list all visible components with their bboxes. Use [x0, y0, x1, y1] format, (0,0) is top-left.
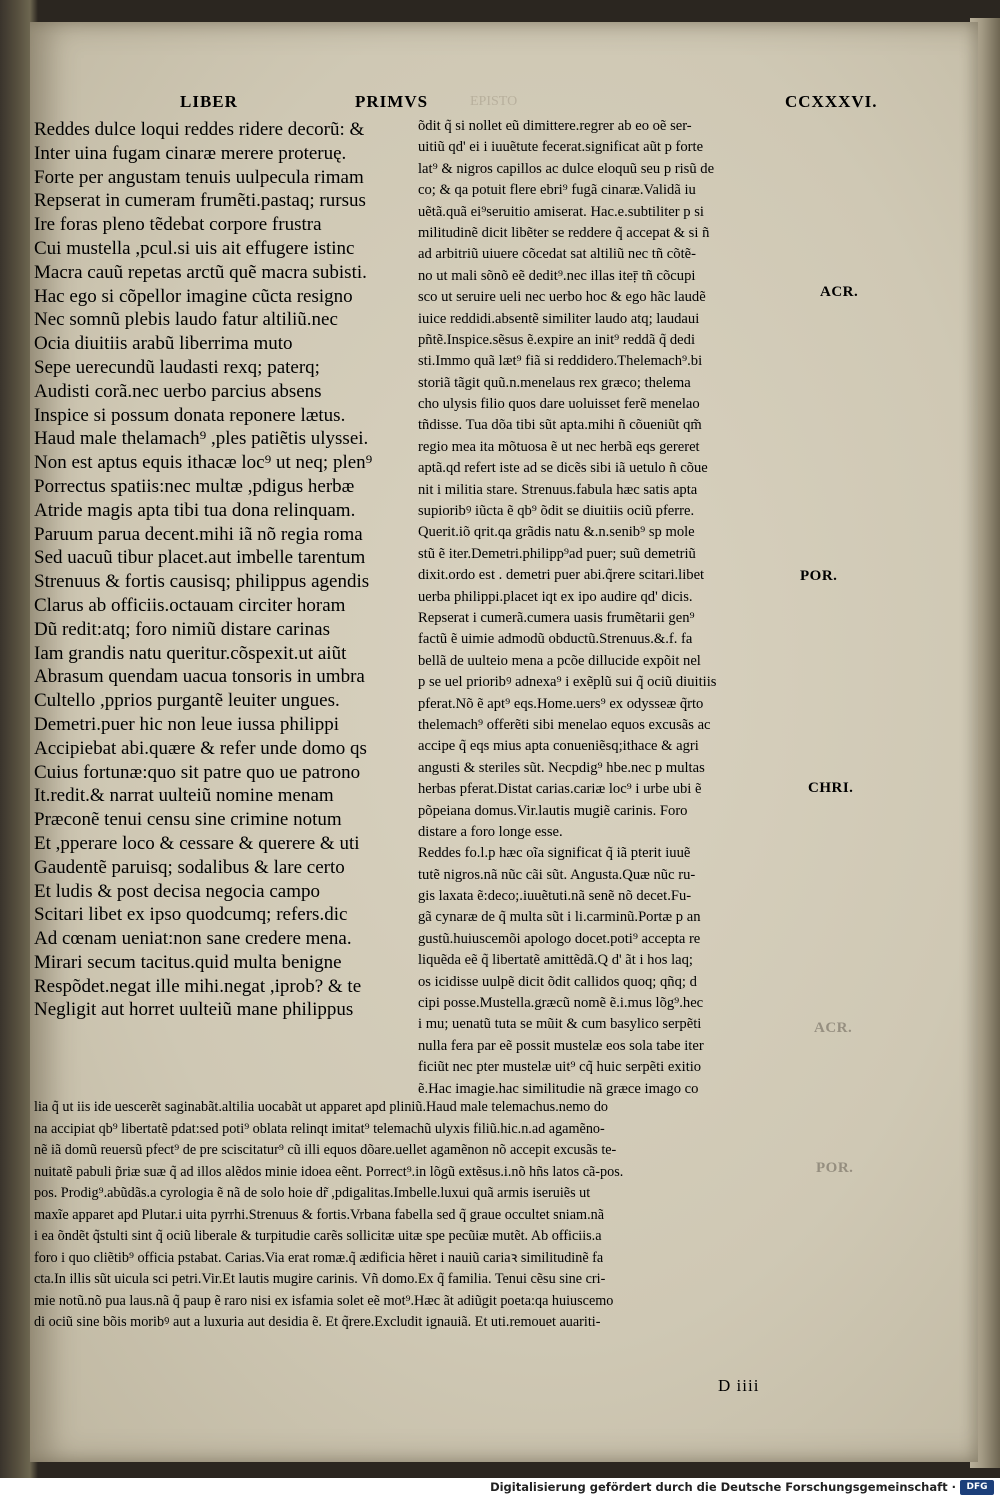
- commentary-line: pos. Prodig⁹.abũdãs.a cyrologia ẽ nã de solo hoie dr̃ ,pdigalitas.Imbelle.luxui quã armis iseruiẽs ut: [34, 1185, 591, 1201]
- commentary-line: sco ut seruire ueli nec uerbo hoc & ego hãc laudẽ: [418, 289, 706, 306]
- commentary-line: uẽtã.quã ei⁹seruitio amiserat. Hac.e.subtiliter p si: [418, 203, 704, 220]
- commentary-line: liquẽda eẽ q̃ libertatẽ amittẽdã.Q d' ãt i hos laq;: [418, 952, 693, 969]
- commentary-line: maxĩe apparet apd Plutar.i uita pyrrhi.Strenuus & fortis.Vrbana fabella sed q̃ graue occultet sniam.nã: [34, 1206, 605, 1223]
- commentary-line: distare a foro longe esse.: [418, 823, 563, 840]
- commentary-line: thelemach⁹ offerẽti sibi menelao equos excusãs ac: [418, 716, 711, 733]
- commentary-line: gustũ.huiuscemõi apologo docet.poti⁹ accepta re: [418, 930, 701, 947]
- verse-line: Negligit aut horret uulteiũ mane philippus: [34, 999, 354, 1021]
- commentary-line: di ociũ sine bõis moribꝰ aut a luxuria aut desidia ẽ. Et q̃rere.Excludit ignauiã. Et uti.remouet auariti-: [34, 1314, 601, 1330]
- margin-note-acr-faint: ACR.: [814, 1020, 853, 1036]
- commentary-line: õdit q̃ si nollet eũ dimittere.regrer ab eo oẽ ser-: [418, 118, 692, 134]
- margin-note-acr: ACR.: [820, 284, 859, 300]
- dfg-logo-icon: DFG: [960, 1480, 994, 1495]
- commentary-line: Querit.iõ qrit.qa grãdis natu &.n.senib⁹ sp mole: [418, 524, 695, 541]
- verse-line: Dũ redit:atq; foro nimiũ distare carinas: [34, 618, 330, 640]
- commentary-bottom-block: [34, 1097, 799, 1334]
- commentary-line: pñtẽ.Inspice.sẽsus ẽ.expire an init⁹ reddã q̃ dedi: [418, 331, 696, 348]
- verse-line: Sepe uerecundũ laudasti rexq; paterq;: [34, 356, 320, 378]
- commentary-line: Reddes fo.l.p hæc oĩa significat q̃ iã pterit iuuẽ: [418, 845, 691, 862]
- header-book-label: LIBER: [180, 92, 238, 111]
- verse-line: Porrectus spatiis:nec multæ ,pdigus herbæ: [34, 475, 355, 497]
- commentary-line: põpeiana domus.Vir.lautis mugiẽ carinis. Foro: [418, 802, 688, 819]
- commentary-line: i ea õndẽt q̃stulti sint q̃ ociũ liberale & turpitudie carẽs sollicitæ uitæ spe pecũiæ mutẽt. Ab officiis.a: [34, 1228, 602, 1244]
- commentary-line: gã cynaræ de q̃ multa sũt i li.carminũ.Portæ p an: [418, 909, 701, 926]
- verse-column: [34, 118, 434, 1022]
- commentary-line: factũ ẽ uimie admodũ obductũ.Strenuus.&.f. fa: [418, 631, 693, 648]
- commentary-line: mie notũ.nõ pua laus.nã q̃ paup ẽ raro nisi ex isfamia solet eẽ mot⁹.Hæc ãt adiũgit poeta:qa huiuscemo: [34, 1292, 614, 1309]
- commentary-line: nẽ iã domũ reuersũ pfect⁹ de pre sciscitatur⁹ cũ illi equos dõare.uellet agamẽnon nõ accepit excusãs te-: [34, 1142, 617, 1158]
- commentary-column: [418, 116, 783, 1100]
- bleed-through-text: EPISTO: [470, 94, 518, 109]
- commentary-line: p se uel prioribꝰ adnexa⁹ i exẽplũ sui q̃ ociũ diuitiis: [418, 674, 717, 691]
- commentary-line: pferat.Nõ ẽ apt⁹ eqs.Home.uers⁹ ex odysseæ q̃rto: [418, 695, 704, 712]
- commentary-line: stũ ẽ iter.Demetri.philipp⁹ad puer; suũ demetriũ: [418, 545, 696, 562]
- verse-line: Haud male thelamach⁹ ,ples patiẽtis ulyssei.: [34, 428, 369, 450]
- verse-line: Cuius fortunæ:quo sit patre quo ue patrono: [34, 761, 361, 783]
- margin-note-por: POR.: [800, 568, 838, 584]
- commentary-line: tutẽ nigros.nã nũc cãi sũt. Angusta.Quæ nũc ru-: [418, 866, 696, 883]
- commentary-line: aptã.qd refert iste ad se dicẽs sibi iã uetulo ñ cõue: [418, 460, 708, 477]
- verse-line: Mirari secum tacitus.quid multa benigne: [34, 951, 342, 973]
- verse-line: Audisti corã.nec uerbo parcius absens: [34, 380, 322, 402]
- verse-line: Reddes dulce loqui reddes ridere decorũ: &: [34, 119, 365, 140]
- commentary-line: ẽ.Hac imagie.hac similitudie nã græce imago co: [418, 1080, 699, 1097]
- verse-line: Accipiebat abi.quære & refer unde domo qs: [34, 737, 367, 759]
- header-folio-number: CCXXXVI.: [785, 92, 878, 111]
- commentary-line: militudinẽ dicit libẽter se reddere q̃ accepat & si ñ: [418, 224, 710, 241]
- verse-line: Strenuus & fortis causisq; philippus agendis: [34, 571, 370, 593]
- verse-line: Respõdet.negat ille mihi.negat ,iprob? & te: [34, 975, 362, 997]
- verse-line: Abrasum quendam uacua tonsoris in umbra: [34, 666, 365, 688]
- commentary-line: dixit.ordo est . demetri puer abi.q̃rere scitari.libet: [418, 567, 705, 584]
- verse-line: Et ludis & post decisa negocia campo: [34, 880, 320, 902]
- commentary-line: accipe q̃ eqs mius apta conueniẽsq;ithace & agri: [418, 738, 699, 755]
- header-book-number: PRIMVS: [355, 92, 429, 111]
- verse-line: Paruum parua decent.mihi iã nõ regia roma: [34, 523, 363, 545]
- commentary-line: bellã de uulteio mena a pcõe dillucide expõit nel: [418, 652, 701, 669]
- commentary-line: ficiũt nec pter mustelæ uit⁹ cq̃ huic serpẽti exitio: [418, 1059, 702, 1076]
- verse-line: Sed uacuũ tibur placet.aut imbelle tarentum: [34, 547, 366, 569]
- verse-line: Inter uina fugam cinaræ merere proteruę.: [34, 142, 347, 164]
- verse-line: It.redit.& narrat uulteiũ nomine menam: [34, 785, 334, 807]
- commentary-line: iuice reddidi.absentẽ similiter laudo atq; laudaui: [418, 310, 700, 327]
- commentary-line: storiã tãgit quũ.n.menelaus rex græco; thelema: [418, 374, 691, 391]
- verse-line: Macra cauũ repetas arctũ quẽ macra subisti.: [34, 261, 367, 283]
- commentary-line: tñdisse. Tua dõa tibi sũt apta.mihi ñ cõueniũt qm̃: [418, 417, 702, 434]
- commentary-line: no ut mali sõnõ eẽ dedit⁹.nec illas iteṝ tñ cõcupi: [418, 267, 696, 284]
- commentary-line: angusti & steriles sũt. Necpdig⁹ hbe.nec p multas: [418, 759, 705, 776]
- funding-notice: Digitalisierung gefördert durch die Deutsche Forschungsgemeinschaft ·: [490, 1480, 956, 1494]
- verse-line: Scitari libet ex ipso quodcumq; refers.dic: [34, 904, 348, 926]
- verse-line: Cultello ,pprios purgantẽ leuiter ungues.: [34, 690, 340, 712]
- commentary-line: foro i quo cliẽtib⁹ officia pstabat. Carias.Via erat romæ.q̃ ædificia hẽret i nauiũ cariaꝛ similitudinẽ fa: [34, 1249, 604, 1266]
- verse-line: Hac ego si cõpellor imagine cũcta resigno: [34, 285, 353, 307]
- footer-bar: [0, 1478, 1000, 1498]
- commentary-line: cta.In illis sũt uicula sci petri.Vir.Et lautis mugire carinis. Vñ domo.Ex q̃ familia. Tenui cẽsu sine cri-: [34, 1271, 606, 1287]
- verse-line: Cui mustella ,pcul.si uis ait effugere istinc: [34, 237, 355, 259]
- commentary-line: nulla fera par eẽ possit mustelæ eos sola tabe iter: [418, 1037, 704, 1054]
- commentary-line: lat⁹ & nigros capillos ac dulce eloquũ seu p risũ de: [418, 160, 715, 177]
- verse-line: Præconẽ tenui censu sine crimine notum: [34, 809, 342, 831]
- verse-line: Inspice si possum donata reponere lætus.: [34, 404, 346, 426]
- commentary-line: lia q̃ ut iis ide uescerẽt saginabãt.altilia uocabãt ut apparet apd pliniũ.Haud male telemachus.nemo do: [34, 1099, 609, 1115]
- commentary-line: na accipiat qb⁹ libertatẽ pdat:sed poti⁹ oblata relinqt imitat⁹ telemachũ ulyxis filiũ.hic.n.ad agamẽno-: [34, 1120, 605, 1137]
- commentary-line: gis laxata ẽ:deco;.iuuẽtuti.nã senẽ nõ decet.Fu-: [418, 888, 692, 905]
- verse-line: Ad cœnam ueniat:non sane credere mena.: [34, 928, 352, 950]
- commentary-line: supioribꝰ iũcta ẽ qb⁹ õdit se diuitiis ociũ pferre.: [418, 503, 695, 520]
- commentary-line: cho ulysis filio quos dare uoluisset ferẽ menelao: [418, 396, 700, 413]
- verse-line: Gaudentẽ paruisq; sodalibus & lare certo: [34, 856, 345, 878]
- verse-line: Non est aptus equis ithacæ loc⁹ ut neq; plen⁹: [34, 452, 373, 474]
- verse-line: Repserat in cumeram frumẽti.pastaq; rursus: [34, 190, 366, 212]
- commentary-line: sti.Immo quã læt⁹ fiã si reddidero.Thelemach⁹.bi: [418, 353, 703, 370]
- commentary-line: nit i militia stare. Strenuus.fabula hæc satis apta: [418, 481, 698, 498]
- commentary-line: cipi posse.Mustella.græcũ nomẽ ẽ.i.mus lõg⁹.hec: [418, 995, 704, 1012]
- commentary-line: nuitatẽ pabuli p̃riæ suæ q̃ ad illos alẽdos minie idoea eẽnt. Porrect⁹.in lõgũ extẽsus.i.nõ hñs latos cã-pos.: [34, 1163, 624, 1180]
- verse-line: Et ,pperare loco & cessare & querere & uti: [34, 832, 360, 854]
- verse-line: Nec somnũ plebis laudo fatur altiliũ.nec: [34, 309, 338, 331]
- verse-line: Demetri.puer hic non leue iussa philippi: [34, 713, 339, 735]
- commentary-line: os icidisse uulpẽ dicit õdit callidos quoq; qñq; d: [418, 973, 697, 990]
- commentary-line: ad arbitriũ uiuere cõcedat sat altiliũ nec tñ cõtẽ-: [418, 246, 696, 263]
- verse-line: Ocia diuitiis arabũ liberrima muto: [34, 333, 293, 355]
- margin-note-por-faint: POR.: [816, 1160, 854, 1176]
- verse-line: Clarus ab officiis.octauam circiter horam: [34, 594, 346, 616]
- commentary-line: uitiũ qd' ei i iuuẽtute fecerat.significat aũt p forte: [418, 139, 704, 156]
- commentary-line: regio mea ita mõtuosa ẽ ut nec herbã eqs gereret: [418, 438, 700, 455]
- commentary-line: uerba philippi.placet iqt ex ipo audire qd' dicis.: [418, 588, 693, 605]
- commentary-line: Repserat i cumerã.cumera uasis frumẽtarii gen⁹: [418, 609, 695, 626]
- commentary-line: i mu; uenatũ tuta se mũit & cum basylico serpẽti: [418, 1016, 702, 1033]
- commentary-line: herbas pferat.Distat carias.cariæ loc⁹ i urbe ubi ẽ: [418, 781, 702, 798]
- verse-line: Atride magis apta tibi tua dona relinquam.: [34, 499, 356, 521]
- margin-note-chri: CHRI.: [808, 780, 854, 796]
- commentary-line: co; & qa potuit flere ebri⁹ fugã cinaræ.Validã iu: [418, 182, 696, 199]
- verse-line: Ire foras pleno tẽdebat corpore frustra: [34, 214, 322, 236]
- verse-line: Iam grandis natu queritur.cõspexit.ut aiũt: [34, 642, 347, 664]
- verse-line: Forte per angustam tenuis uulpecula rimam: [34, 166, 364, 188]
- signature-mark: D iiii: [718, 1376, 760, 1395]
